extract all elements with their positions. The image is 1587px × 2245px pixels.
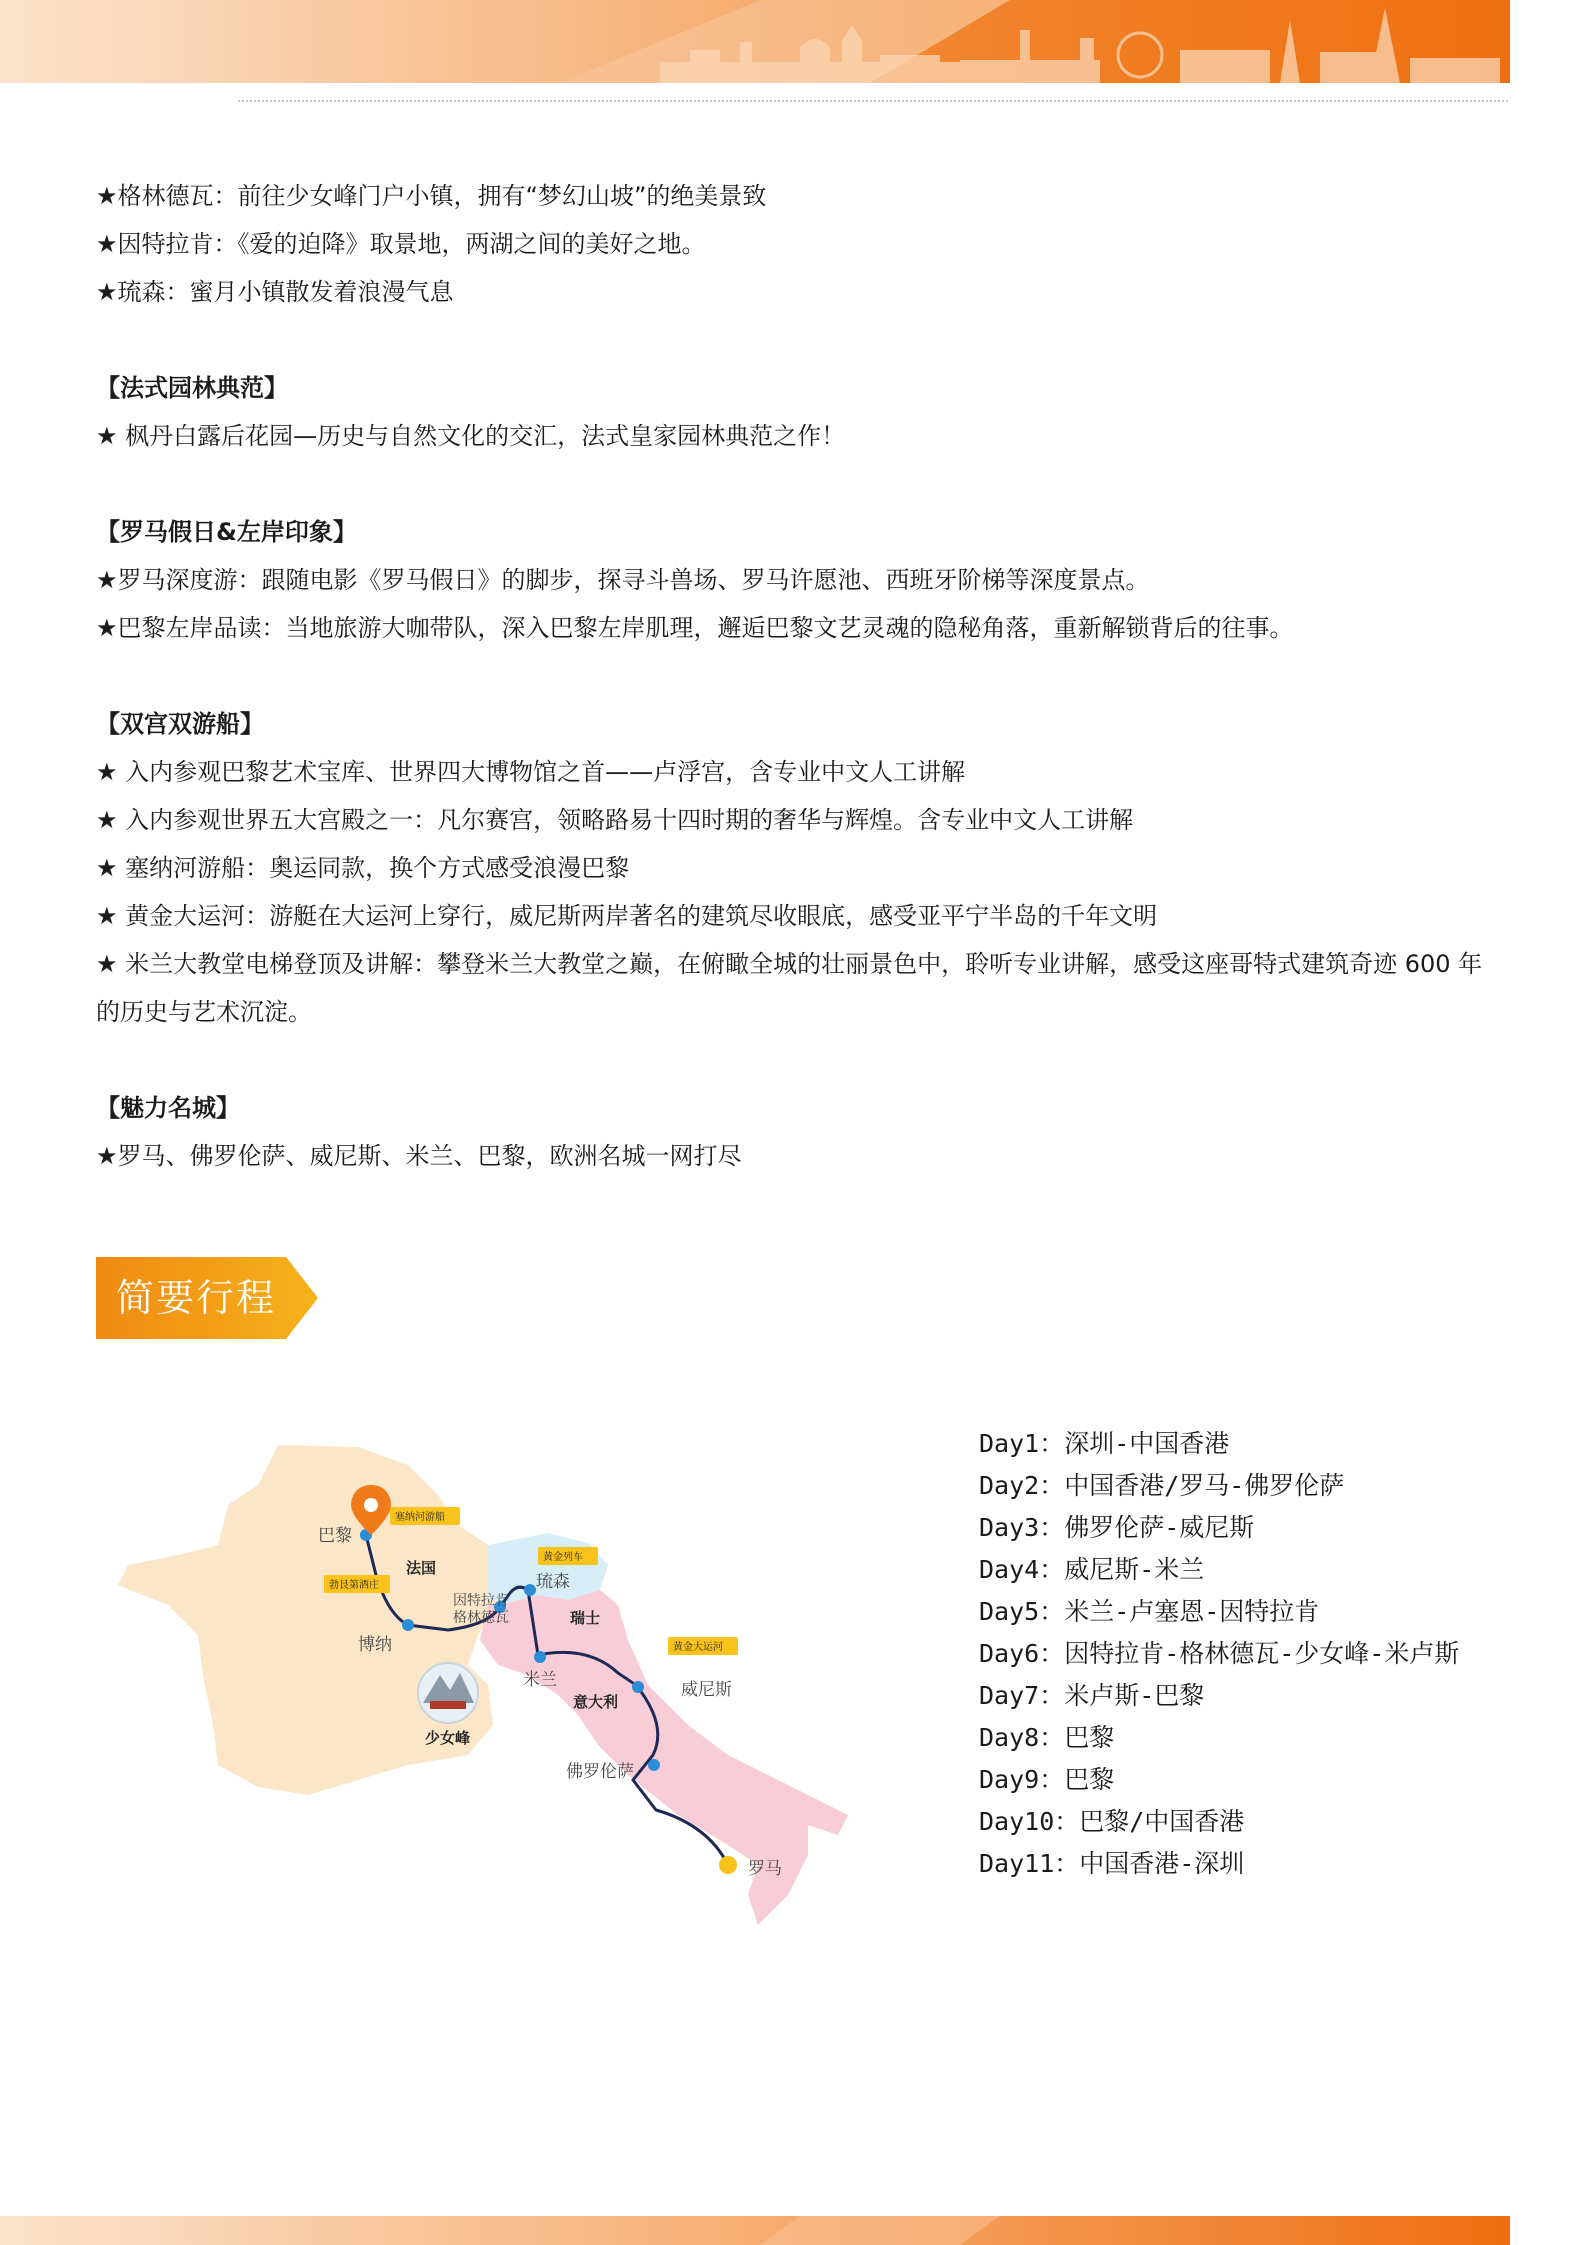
itinerary-day: Day1：深圳-中国香港 [979, 1429, 1230, 1458]
section-heading-cities: 【魅力名城】 [96, 1094, 240, 1122]
city-dot-milan [534, 1651, 546, 1663]
itinerary-day: Day10：巴黎/中国香港 [979, 1807, 1245, 1836]
highlights-section [96, 172, 1496, 1180]
header-divider [238, 100, 1508, 102]
city-dot-rome [719, 1856, 737, 1874]
city-dot-lucerne [524, 1584, 536, 1596]
tag-grand-canal-text: 黄金大运河 [673, 1642, 723, 1653]
city-dot-beaune [402, 1619, 414, 1631]
tag-seine [390, 1507, 460, 1525]
highlight-line: ★ 枫丹白露后花园—历史与自然文化的交汇，法式皇家园林典范之作！ [96, 422, 846, 450]
tag-burgundy [324, 1575, 390, 1593]
itinerary-day: Day11：中国香港-深圳 [979, 1849, 1245, 1878]
section-heading-palaces: 【双宫双游船】 [96, 710, 264, 738]
country-label-italy: 意大利 [573, 1693, 619, 1711]
tag-burgundy-text: 勃艮第酒庄 [329, 1580, 379, 1591]
highlight-line: ★罗马、佛罗伦萨、威尼斯、米兰、巴黎，欧洲名城一网打尽 [96, 1142, 742, 1170]
itinerary-day: Day4：威尼斯-米兰 [979, 1555, 1205, 1584]
highlight-line-wrapped: ★ 米兰大教堂电梯登顶及讲解：攀登米兰大教堂之巅，在俯瞰全城的壮丽景色中，聆听专业讲解，感受这座哥特式建筑奇迹 600 年的历史与艺术沉淀。 [96, 950, 1483, 1026]
section-title: 简要行程 [116, 1276, 277, 1320]
highlight-line: ★ 入内参观世界五大宫殿之一：凡尔赛宫，领略路易十四时期的奢华与辉煌。含专业中文人工讲解 [96, 806, 1134, 834]
tag-seine-text: 塞纳河游船 [395, 1512, 445, 1523]
highlight-line: ★因特拉肯：《爱的迫降》取景地，两湖之间的美好之地。 [96, 230, 706, 258]
city-label-lucerne: 琉森 [536, 1572, 570, 1592]
tag-grand-canal [668, 1637, 738, 1655]
city-label-jungfrau: 少女峰 [425, 1729, 471, 1747]
tag-golden-train-text: 黄金列车 [543, 1552, 583, 1563]
country-label-france: 法国 [406, 1559, 437, 1577]
city-dot-florence [648, 1759, 660, 1771]
itinerary-day: Day8：巴黎 [979, 1723, 1115, 1752]
city-label-grindelwald: 格林德瓦 [453, 1610, 509, 1626]
itinerary-day: Day6：因特拉肯-格林德瓦-少女峰-米卢斯 [979, 1639, 1460, 1668]
highlight-line: ★琉森：蜜月小镇散发着浪漫气息 [96, 278, 454, 306]
itinerary-day: Day9：巴黎 [979, 1765, 1115, 1794]
itinerary-day: Day5：米兰-卢塞恩-因特拉肯 [979, 1597, 1320, 1626]
city-label-florence: 佛罗伦萨 [566, 1762, 634, 1782]
top-banner [0, 0, 1510, 83]
country-label-switzerland: 瑞士 [570, 1609, 601, 1627]
highlight-line: ★ 塞纳河游船：奥运同款，换个方式感受浪漫巴黎 [96, 854, 630, 882]
city-label-rome: 罗马 [748, 1859, 782, 1879]
highlight-line: ★罗马深度游：跟随电影《罗马假日》的脚步，探寻斗兽场、罗马许愿池、西班牙阶梯等深度景点。 [96, 566, 1150, 594]
route-map [108, 1425, 868, 1945]
tag-golden-train [538, 1547, 598, 1565]
jungfrau-photo [418, 1663, 478, 1723]
city-label-venice: 威尼斯 [681, 1680, 732, 1700]
city-dot-venice [632, 1681, 644, 1693]
highlight-line: ★ 入内参观巴黎艺术宝库、世界四大博物馆之首——卢浮宫，含专业中文人工讲解 [96, 758, 966, 786]
highlight-line: ★巴黎左岸品读：当地旅游大咖带队，深入巴黎左岸肌理，邂逅巴黎文艺灵魂的隐秘角落，重新解锁背后的往事。 [96, 614, 1294, 642]
highlight-line: ★格林德瓦：前往少女峰门户小镇，拥有“梦幻山坡”的绝美景致 [96, 182, 767, 210]
city-label-interlaken: 因特拉肯 [453, 1593, 509, 1609]
section-heading-roman: 【罗马假日&左岸印象】 [96, 518, 357, 546]
city-label-paris: 巴黎 [318, 1526, 352, 1546]
itinerary-day: Day7：米卢斯-巴黎 [979, 1681, 1205, 1710]
city-label-milan: 米兰 [523, 1670, 557, 1690]
highlight-line: ★ 黄金大运河：游艇在大运河上穿行，威尼斯两岸著名的建筑尽收眼底，感受亚平宁半岛的千年文明 [96, 902, 1158, 930]
itinerary-list [979, 1423, 1459, 1885]
section-heading-garden: 【法式园林典范】 [96, 374, 288, 402]
itinerary-day: Day3：佛罗伦萨-威尼斯 [979, 1513, 1255, 1542]
itinerary-day: Day2：中国香港/罗马-佛罗伦萨 [979, 1471, 1345, 1500]
city-label-beaune: 博纳 [358, 1635, 392, 1655]
bottom-banner [0, 2216, 1510, 2245]
